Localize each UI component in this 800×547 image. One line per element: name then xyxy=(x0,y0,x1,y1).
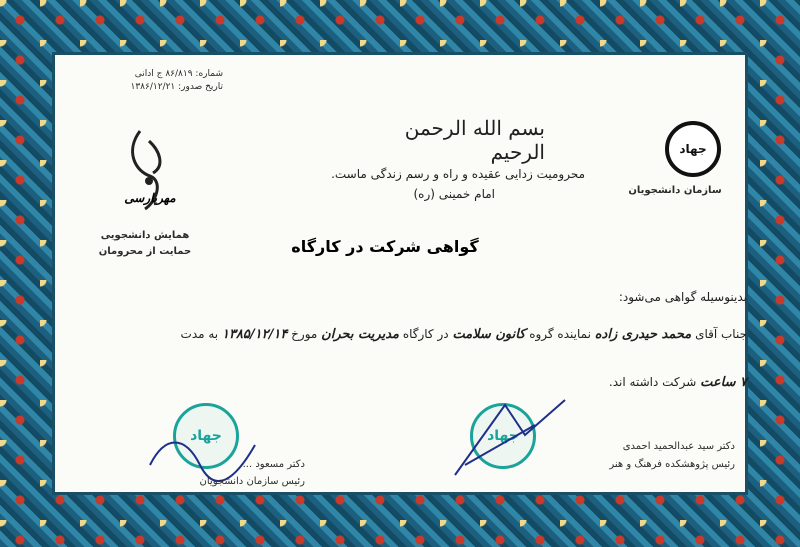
reference-number: شماره: ۸۶/۸۱۹ ج ادانی xyxy=(134,69,223,79)
workshop-date: ۱۳۸۵/۱۲/۱۴ xyxy=(221,327,288,342)
date-label: مورخ xyxy=(291,327,318,341)
left-signer-name: دکتر مسعود ... xyxy=(242,459,305,470)
right-signer-name: دکتر سید عبدالحمید احمدی xyxy=(622,441,735,452)
bismillah-calligraphy: بسم الله الرحمن الرحیم xyxy=(404,116,545,164)
right-org-name: سازمان دانشجویان xyxy=(628,185,722,196)
certificate-inner-border xyxy=(52,52,748,495)
group-name: کانون سلامت xyxy=(452,327,526,342)
right-stamp-text: جهاد xyxy=(487,428,519,444)
line-prefix: جناب آقای xyxy=(695,327,747,341)
jahad-logo-text: جهاد xyxy=(679,142,707,156)
certificate-title: گواهی شرکت در کارگاه xyxy=(291,237,479,256)
right-signature xyxy=(445,395,585,485)
mehrparsi-logo-mark xyxy=(105,121,195,221)
left-org-line-2: حمایت از محرومان xyxy=(98,246,192,257)
left-stamp-text: جهاد xyxy=(190,428,222,444)
workshop-name: مدیریت بحران xyxy=(321,327,399,342)
left-org-line-1: همایش دانشجویی xyxy=(100,230,190,241)
workshop-label: در کارگاه xyxy=(402,327,449,341)
certificate-paper xyxy=(55,55,745,492)
mehrparsi-logo xyxy=(105,121,195,221)
certificate-main-line xyxy=(95,327,747,342)
person-name: محمد حیدری زاده xyxy=(594,327,692,342)
certificate-second-line xyxy=(555,375,747,390)
group-label: نماینده گروه xyxy=(529,327,591,341)
quote-author: امام خمینی (ره) xyxy=(413,187,495,201)
right-signer-role: رئیس پژوهشکده فرهنگ و هنر xyxy=(609,459,735,470)
jahad-logo xyxy=(665,121,721,177)
attendance-text: شرکت داشته اند. xyxy=(608,375,697,389)
duration-label: به مدت xyxy=(180,327,219,341)
mehrparsi-logo-text: مهرپارسی xyxy=(124,191,176,205)
issue-date: تاریخ صدور: ۱۳۸۶/۱۲/۲۱ xyxy=(130,82,223,92)
certificate-intro: بدینوسیله گواهی می‌شود: xyxy=(618,290,747,304)
left-signer-role: رئیس سازمان دانشجویان xyxy=(199,476,305,487)
quote-line: محرومیت زدایی عقیده و راه و رسم زندگی ماست. xyxy=(331,167,585,181)
duration-hours: ۷ ساعت xyxy=(700,375,747,390)
